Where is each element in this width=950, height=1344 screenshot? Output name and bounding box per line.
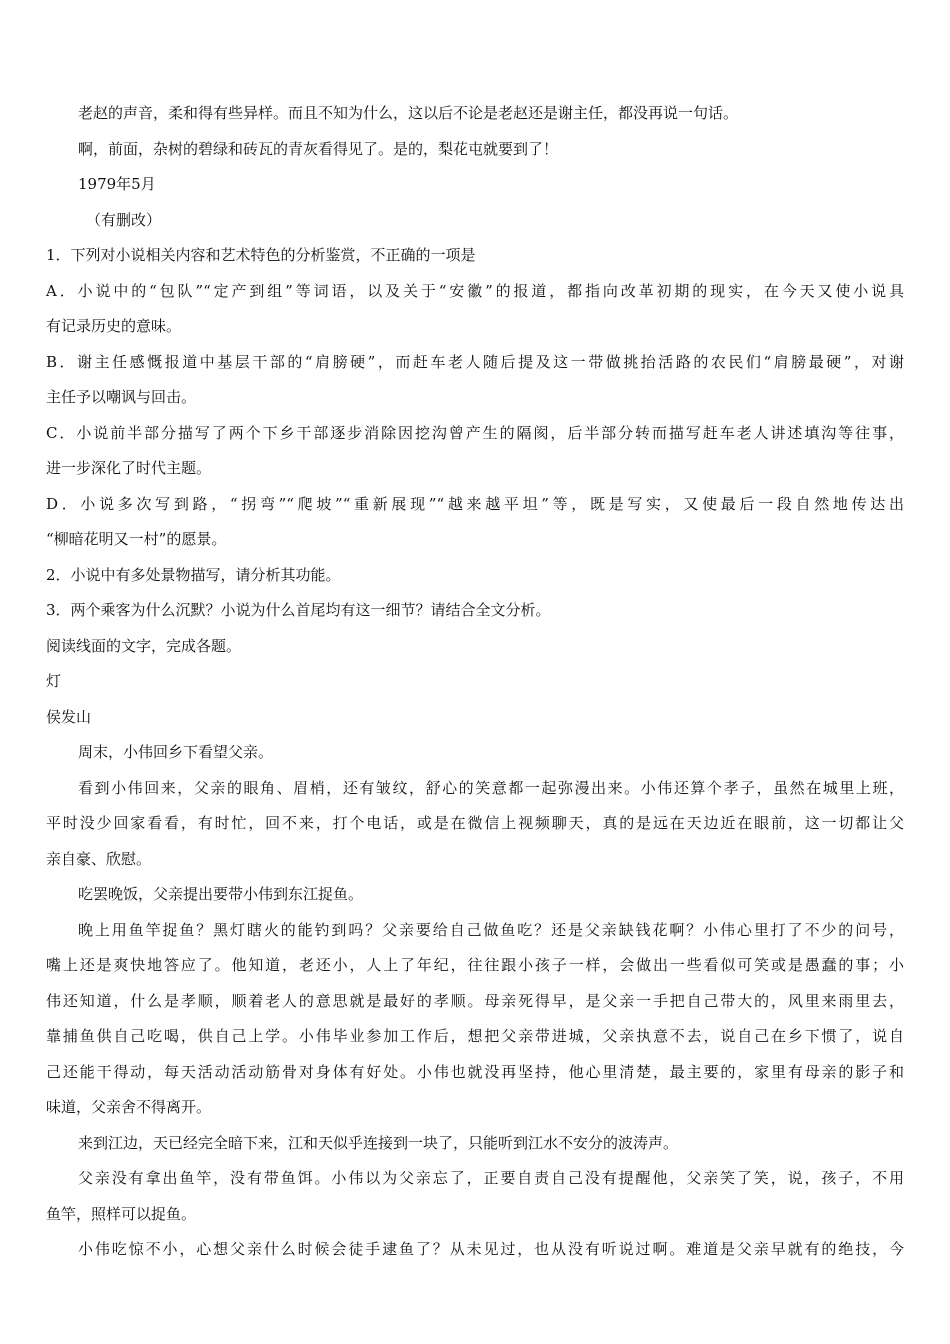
story-line: 亲自豪、欣慰。 [46,849,152,868]
story-line: 平时没少回家看看，有时忙，回不来，打个电话，或是在微信上视频聊天，真的是远在天边近在眼前，这一切都让父 [46,814,904,832]
story-line: 味道，父亲舍不得离开。 [46,1098,212,1116]
story-line: 靠捕鱼供自己吃喝，供自己上学。小伟毕业参加工作后，想把父亲带进城，父亲执意不去，说自己在乡下惯了，说自 [46,1027,904,1045]
story-line: 鱼竿，照样可以捉鱼。 [46,1204,197,1223]
option-c-line: 进一步深化了时代主题。 [46,459,212,477]
story-line: 来到江边，天已经完全暗下来，江和天似乎连接到一块了，只能听到江水不安分的波涛声。 [78,1133,679,1152]
option-c-line: C．小说前半部分描写了两个下乡干部逐步消除因挖沟曾产生的隔阂，后半部分转而描写赶车老人讲述填沟等往事， [46,423,904,442]
story-line: 周末，小伟回乡下看望父亲。 [78,743,274,761]
option-a-line: A．小说中的“包队”“定产到组”等词语，以及关于“安徽”的报道，都指向改革初期的现实，在今天又使小说具 [46,281,904,300]
story-line: 伟还知道，什么是孝顺，顺着老人的意思就是最好的孝顺。母亲死得早，是父亲一手把自己带大的，风里来雨里去， [46,991,904,1010]
story-line: 嘴上还是爽快地答应了。他知道，老还小，人上了年纪，往往跟小孩子一样，会做出一些看似可笑或是愚蠢的事；小 [46,956,904,974]
option-b-line: B．谢主任感慨报道中基层干部的“肩膀硬”，而赶车老人随后提及这一带做挑抬活路的农民们“肩膀最硬”，对谢 [46,352,904,371]
story-date: 1979年5月 [78,175,156,193]
option-d-line: D．小说多次写到路，“拐弯”“爬坡”“重新展现”“越来越平坦”等，既是写实，又使最后一段自然地传达出 [46,494,904,513]
story-body [46,735,904,1268]
edit-note: （有删改） [86,210,162,229]
option-a-line: 有记录历史的意味。 [46,317,182,335]
story-line: 己还能干得动，每天活动活动筋骨对身体有好处。小伟也就没再坚持，他心里清楚，最主要的，家里有母亲的影子和 [46,1062,904,1081]
story-line: 父亲没有拿出鱼竿，没有带鱼饵。小伟以为父亲忘了，正要自责自己没有提醒他，父亲笑了笑，说，孩子，不用 [78,1169,904,1187]
story-line: 晚上用鱼竿捉鱼？黑灯瞎火的能钓到吗？父亲要给自己做鱼吃？还是父亲缺钱花啊？小伟心里打了不少的问号， [78,920,904,939]
story-end-paragraph: 啊，前面，杂树的碧绿和砖瓦的青灰看得见了。是的，梨花屯就要到了！ [78,139,559,158]
option-b-line: 主任予以嘲讽与回击。 [46,388,197,406]
story-author: 侯发山 [46,707,92,726]
question-2: 2．小说中有多处景物描写，请分析其功能。 [46,565,341,584]
document-page [46,96,904,1268]
question-1-stem: 1．下列对小说相关内容和艺术特色的分析鉴赏，不正确的一项是 [46,246,476,264]
story-title: 灯 [46,672,62,690]
story-line: 小伟吃惊不小，心想父亲什么时候会徒手逮鱼了？从未见过，也从没有听说过啊。难道是父亲早就有的绝技，今 [78,1240,904,1258]
question-3: 3．两个乘客为什么沉默？小说为什么首尾均有这一细节？请结合全文分析。 [46,601,551,619]
option-d-line: “柳暗花明又一村”的愿景。 [46,530,227,548]
story-end-paragraph: 老赵的声音，柔和得有些异样。而且不知为什么，这以后不论是老赵还是谢主任，都没再说一句话。 [78,104,739,122]
reading-instruction: 阅读线面的文字，完成各题。 [46,636,242,655]
story-line: 吃罢晚饭，父亲提出要带小伟到东江捉鱼。 [78,885,364,903]
story-line: 看到小伟回来，父亲的眼角、眉梢，还有皱纹，舒心的笑意都一起弥漫出来。小伟还算个孝子，虽然在城里上班， [78,778,904,797]
